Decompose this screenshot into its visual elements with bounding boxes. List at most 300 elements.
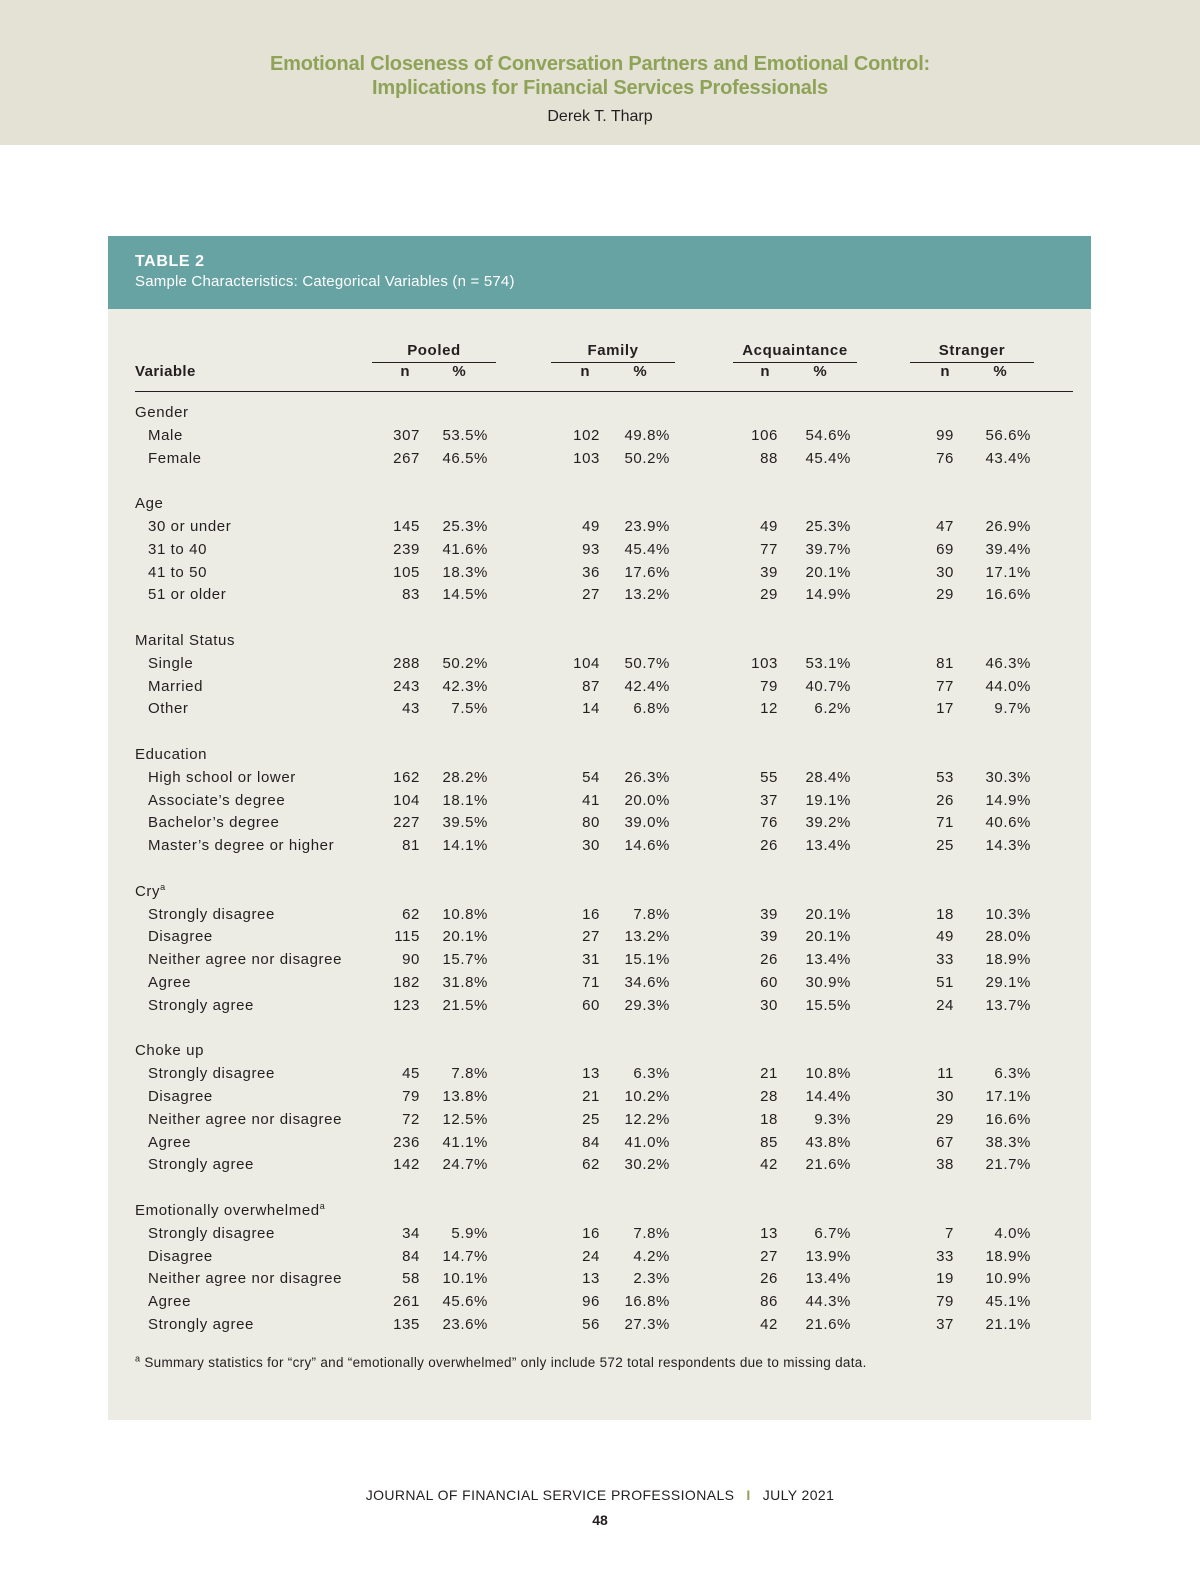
acquaintance-n-cell: 76 [760,814,778,832]
stranger-percent-cell: 29.1% [985,974,1031,991]
table-row [108,1156,1091,1178]
pooled-n-cell: 72 [402,1110,420,1128]
acquaintance-percent-cell: 15.5% [805,996,851,1014]
pooled-n-cell: 105 [393,563,420,581]
pooled-n-cell: 239 [393,540,420,558]
section-title-text: Emotionally overwhelmed [135,1202,320,1219]
table-row [108,837,1091,859]
table-footnote [135,1355,867,1370]
stranger-n-cell: 17 [936,700,954,718]
pooled-n-cell: 123 [393,996,420,1014]
stranger-percent-header: % [993,363,1007,380]
acquaintance-percent-cell: 39.2% [805,814,851,832]
pooled-n-cell: 45 [402,1065,420,1083]
stranger-percent-cell: 21.7% [985,1156,1031,1174]
acquaintance-percent-cell: 9.3% [814,1110,851,1128]
pooled-percent-header: % [452,363,466,380]
table-row [108,974,1091,996]
row-label: Neither agree nor disagree [148,1270,343,1288]
table-row [108,1134,1091,1156]
table-row [108,586,1091,608]
journal-footer [0,1487,1200,1503]
row-label: Bachelor’s degree [148,814,280,832]
acquaintance-percent-cell: 21.6% [805,1316,851,1333]
stranger-percent-cell: 18.9% [985,951,1031,969]
family-n-cell: 60 [582,996,600,1014]
stranger-percent-cell: 38.3% [985,1133,1031,1151]
pooled-n-header: n [400,363,410,380]
family-percent-cell: 29.3% [624,996,670,1014]
row-label: 31 to 40 [148,540,208,558]
row-label: Strongly agree [148,996,254,1014]
table-row [108,655,1091,677]
section-title-row [108,632,1091,654]
stranger-percent-cell: 17.1% [985,563,1031,581]
stranger-percent-cell: 10.9% [985,1270,1031,1288]
row-label: 41 to 50 [148,563,208,581]
family-percent-header: % [633,363,647,380]
family-n-cell: 41 [582,791,600,809]
row-label: Male [148,426,183,444]
header-rule [135,391,1073,392]
table-row [108,1316,1091,1338]
section-title [135,632,235,649]
family-percent-cell: 7.8% [633,1224,670,1242]
row-label: Disagree [148,928,213,946]
acquaintance-n-cell: 60 [760,974,778,991]
family-percent-cell: 7.8% [633,905,670,923]
section-title [135,1202,325,1219]
family-n-cell: 87 [582,677,600,695]
acquaintance-percent-header: % [813,363,827,380]
row-label: Agree [148,974,192,991]
author-name: Derek T. Tharp [547,108,653,125]
acquaintance-n-cell: 26 [760,837,778,855]
stranger-n-cell: 51 [936,974,954,991]
acquaintance-percent-cell: 14.9% [805,586,851,604]
group-header-pooled: Pooled [372,342,496,363]
stranger-n-cell: 33 [936,1247,954,1265]
acquaintance-n-cell: 39 [760,928,778,946]
pooled-n-cell: 58 [402,1270,420,1288]
acquaintance-percent-cell: 39.7% [805,540,851,558]
section-title-text: Education [135,746,208,763]
acquaintance-percent-cell: 21.6% [805,1156,851,1174]
row-label: Single [148,654,194,672]
family-n-cell: 16 [582,1224,600,1242]
stranger-n-cell: 71 [936,814,954,832]
acquaintance-n-cell: 13 [760,1224,778,1242]
row-label: Agree [148,1293,192,1311]
stranger-percent-cell: 30.3% [985,768,1031,786]
family-percent-cell: 27.3% [624,1316,670,1333]
pooled-percent-cell: 45.6% [442,1293,488,1311]
acquaintance-percent-cell: 45.4% [805,449,851,467]
table-panel [108,236,1091,1420]
acquaintance-n-cell: 85 [760,1133,778,1151]
family-n-cell: 13 [582,1065,600,1083]
acquaintance-percent-cell: 43.8% [805,1133,851,1151]
pooled-n-cell: 84 [402,1247,420,1265]
pooled-percent-cell: 7.5% [451,700,488,718]
family-n-cell: 21 [582,1088,600,1105]
article-title-line-2: Implications for Financial Services Professionals [372,77,828,99]
acquaintance-percent-cell: 13.4% [805,951,851,969]
row-label: High school or lower [148,768,296,786]
table-caption: Sample Characteristics: Categorical Variables (n = 574) [135,273,515,290]
family-percent-cell: 6.3% [633,1065,670,1083]
acquaintance-percent-cell: 13.4% [805,1270,851,1288]
stranger-n-cell: 29 [936,586,954,604]
pooled-percent-cell: 24.7% [442,1156,488,1174]
family-n-header: n [580,363,590,380]
stranger-n-header: n [940,363,950,380]
family-n-cell: 25 [582,1110,600,1128]
family-n-cell: 24 [582,1247,600,1265]
family-n-cell: 104 [573,654,600,672]
pooled-n-cell: 182 [393,974,420,991]
family-n-cell: 27 [582,928,600,946]
pooled-percent-cell: 42.3% [442,677,488,695]
stranger-n-cell: 33 [936,951,954,969]
stranger-n-cell: 69 [936,540,954,558]
stranger-percent-cell: 10.3% [985,905,1031,923]
stranger-percent-cell: 4.0% [994,1224,1031,1242]
stranger-percent-cell: 16.6% [985,586,1031,604]
acquaintance-percent-cell: 10.8% [805,1065,851,1083]
row-label: Neither agree nor disagree [148,951,343,969]
footnote-text: Summary statistics for “cry” and “emotionally overwhelmed” only include 572 total respondents due to missing data. [144,1355,867,1370]
table-title-bar [108,236,1091,309]
stranger-percent-cell: 46.3% [985,654,1031,672]
acquaintance-n-cell: 103 [751,654,778,672]
section-title-text: Cry [135,882,161,900]
table-row [108,541,1091,563]
table-row [108,427,1091,449]
pooled-n-cell: 43 [402,700,420,718]
stranger-n-cell: 29 [936,1110,954,1128]
acquaintance-n-cell: 86 [760,1293,778,1311]
pooled-n-cell: 267 [393,449,420,467]
pooled-percent-cell: 41.1% [442,1133,488,1151]
acquaintance-percent-cell: 13.9% [805,1247,851,1265]
family-percent-cell: 12.2% [624,1110,670,1128]
table-row [108,792,1091,814]
section-title-text: Age [135,495,164,513]
section-title [135,883,166,900]
pooled-percent-cell: 23.6% [442,1316,488,1333]
row-label: Strongly disagree [148,1224,275,1242]
acquaintance-percent-cell: 20.1% [805,928,851,946]
family-percent-cell: 17.6% [624,563,670,581]
acquaintance-n-cell: 39 [760,563,778,581]
pooled-n-cell: 307 [393,426,420,444]
section-title-text: Marital Status [135,632,236,649]
stranger-n-cell: 30 [936,1088,954,1105]
stranger-n-cell: 47 [936,518,954,535]
acquaintance-percent-cell: 6.7% [814,1224,851,1242]
group-header-acquaintance: Acquaintance [733,342,857,363]
family-percent-cell: 49.8% [624,426,670,444]
table-row [108,518,1091,540]
family-percent-cell: 4.2% [633,1247,670,1265]
page-number: 48 [592,1512,608,1528]
pooled-percent-cell: 18.1% [442,791,488,809]
family-n-cell: 102 [573,426,600,444]
table-row [108,1270,1091,1292]
pooled-percent-cell: 39.5% [442,814,488,832]
row-label: Married [148,677,204,695]
section-title-row [108,495,1091,517]
pooled-percent-cell: 15.7% [442,951,488,969]
family-percent-cell: 16.8% [624,1293,670,1311]
family-n-cell: 16 [582,905,600,923]
stranger-percent-cell: 26.9% [985,518,1031,535]
stranger-n-cell: 67 [936,1133,954,1151]
table-row [108,678,1091,700]
acquaintance-percent-cell: 44.3% [805,1293,851,1311]
family-percent-cell: 30.2% [624,1156,670,1174]
family-n-cell: 56 [582,1316,600,1333]
group-header-family: Family [551,342,675,363]
row-label: Female [148,449,202,467]
family-n-cell: 80 [582,814,600,832]
acquaintance-percent-cell: 20.1% [805,905,851,923]
stranger-n-cell: 11 [937,1065,954,1083]
acquaintance-n-cell: 26 [760,1270,778,1288]
acquaintance-percent-cell: 13.4% [805,837,851,855]
acquaintance-n-cell: 42 [760,1316,778,1333]
acquaintance-n-cell: 28 [760,1088,778,1105]
pooled-percent-cell: 13.8% [442,1088,488,1105]
pooled-percent-cell: 21.5% [442,996,488,1014]
stranger-percent-cell: 40.6% [985,814,1031,832]
stranger-percent-cell: 43.4% [985,449,1031,467]
pooled-n-cell: 145 [393,518,420,535]
article-header [0,0,1200,145]
stranger-n-cell: 37 [936,1316,954,1333]
stranger-n-cell: 25 [936,837,954,855]
acquaintance-percent-cell: 25.3% [805,518,851,535]
stranger-percent-cell: 21.1% [985,1316,1031,1333]
pooled-percent-cell: 20.1% [442,928,488,946]
pooled-n-cell: 79 [402,1088,420,1105]
pooled-n-cell: 142 [393,1156,420,1174]
family-percent-cell: 41.0% [624,1133,670,1151]
pooled-n-cell: 288 [393,654,420,672]
footnote-ref: a [160,881,166,892]
acquaintance-n-cell: 21 [760,1065,778,1083]
section-title-row [108,746,1091,768]
section-title-row [108,404,1091,426]
pooled-percent-cell: 25.3% [442,518,488,535]
family-percent-cell: 15.1% [624,951,670,969]
table-row [108,1111,1091,1133]
family-percent-cell: 39.0% [624,814,670,832]
pooled-n-cell: 90 [402,951,420,969]
table-row [108,906,1091,928]
acquaintance-n-header: n [760,363,770,380]
pooled-percent-cell: 14.5% [442,586,488,604]
row-label: Disagree [148,1247,213,1265]
variable-column-header: Variable [135,363,196,380]
stranger-percent-cell: 13.7% [985,996,1031,1014]
family-n-cell: 54 [582,768,600,786]
stranger-n-cell: 81 [936,654,954,672]
pooled-percent-cell: 28.2% [442,768,488,786]
table-row [108,564,1091,586]
family-percent-cell: 6.8% [633,700,670,718]
row-label: Agree [148,1133,192,1151]
pooled-n-cell: 83 [402,586,420,604]
acquaintance-percent-cell: 40.7% [805,677,851,695]
stranger-percent-cell: 6.3% [994,1065,1031,1083]
issue-date: JULY 2021 [762,1487,835,1503]
stranger-percent-cell: 16.6% [985,1110,1031,1128]
pooled-percent-cell: 18.3% [442,563,488,581]
family-percent-cell: 14.6% [624,837,670,855]
acquaintance-n-cell: 30 [760,996,778,1014]
family-percent-cell: 50.2% [624,449,670,467]
family-percent-cell: 45.4% [624,540,670,558]
stranger-percent-cell: 28.0% [985,928,1031,946]
family-percent-cell: 13.2% [624,928,670,946]
family-percent-cell: 50.7% [624,654,670,672]
pooled-percent-cell: 14.7% [442,1247,488,1265]
family-percent-cell: 20.0% [624,791,670,809]
acquaintance-percent-cell: 28.4% [805,768,851,786]
stranger-percent-cell: 18.9% [985,1247,1031,1265]
acquaintance-percent-cell: 30.9% [805,974,851,991]
acquaintance-n-cell: 12 [760,700,778,718]
pooled-n-cell: 261 [393,1293,420,1311]
table-row [108,814,1091,836]
acquaintance-n-cell: 42 [760,1156,778,1174]
footnote-ref: a [319,1201,326,1211]
stranger-percent-cell: 17.1% [985,1088,1031,1105]
section-title-row [108,1042,1091,1064]
stranger-n-cell: 38 [936,1156,954,1174]
stranger-n-cell: 26 [936,791,954,809]
pooled-n-cell: 227 [393,814,420,832]
stranger-percent-cell: 56.6% [985,426,1031,444]
family-n-cell: 62 [582,1156,600,1174]
acquaintance-n-cell: 49 [760,518,778,535]
family-n-cell: 71 [582,974,600,991]
pooled-percent-cell: 50.2% [442,654,488,672]
row-label: Disagree [148,1088,213,1105]
pooled-n-cell: 135 [393,1316,420,1333]
row-label: Strongly disagree [148,905,275,923]
pooled-n-cell: 104 [393,791,420,809]
family-percent-cell: 34.6% [624,974,670,991]
stranger-n-cell: 79 [936,1293,954,1311]
stranger-n-cell: 99 [936,426,954,444]
acquaintance-n-cell: 39 [760,905,778,923]
footer-separator: I [746,1487,751,1503]
pooled-n-cell: 115 [394,928,420,946]
pooled-percent-cell: 14.1% [442,837,488,855]
acquaintance-n-cell: 18 [760,1110,778,1128]
row-label: Other [148,700,189,718]
row-label: 51 or older [148,586,227,604]
acquaintance-n-cell: 55 [760,768,778,786]
journal-name: JOURNAL OF FINANCIAL SERVICE PROFESSIONALS [365,1487,735,1503]
acquaintance-n-cell: 26 [760,951,778,969]
stranger-n-cell: 53 [936,768,954,786]
table-row [108,1248,1091,1270]
family-percent-cell: 2.3% [633,1270,670,1288]
family-percent-cell: 23.9% [624,518,670,535]
family-n-cell: 13 [582,1270,600,1288]
pooled-n-cell: 81 [402,837,420,855]
table-row [108,1225,1091,1247]
acquaintance-percent-cell: 20.1% [805,563,851,581]
table-row [108,769,1091,791]
row-label: Neither agree nor disagree [148,1110,343,1128]
pooled-n-cell: 236 [393,1133,420,1151]
family-n-cell: 30 [582,837,600,855]
acquaintance-n-cell: 106 [751,426,778,444]
group-header-stranger: Stranger [910,342,1034,363]
acquaintance-percent-cell: 53.1% [805,654,851,672]
family-percent-cell: 42.4% [624,677,670,695]
pooled-percent-cell: 46.5% [442,449,488,467]
family-percent-cell: 10.2% [624,1088,670,1105]
table-row [108,1065,1091,1087]
footnote-marker: a [135,1353,141,1364]
pooled-percent-cell: 10.8% [442,905,488,923]
pooled-n-cell: 62 [402,905,420,923]
section-title-row [108,1202,1091,1224]
pooled-n-cell: 34 [402,1224,420,1242]
row-label: Strongly agree [148,1156,254,1174]
family-n-cell: 49 [582,518,600,535]
acquaintance-n-cell: 27 [760,1247,778,1265]
acquaintance-n-cell: 79 [760,677,778,695]
pooled-percent-cell: 10.1% [442,1270,488,1288]
pooled-n-cell: 243 [393,677,420,695]
table-row [108,951,1091,973]
stranger-percent-cell: 45.1% [985,1293,1031,1311]
table-row [108,997,1091,1019]
family-n-cell: 96 [582,1293,600,1311]
family-n-cell: 103 [573,449,600,467]
acquaintance-percent-cell: 19.1% [805,791,851,809]
family-n-cell: 84 [582,1133,600,1151]
acquaintance-n-cell: 77 [760,540,778,558]
row-label: Strongly agree [148,1316,254,1333]
family-n-cell: 93 [582,540,600,558]
family-n-cell: 27 [582,586,600,604]
section-title [135,495,164,512]
stranger-n-cell: 24 [936,996,954,1014]
stranger-n-cell: 7 [945,1224,954,1242]
family-percent-cell: 26.3% [624,768,670,786]
table-row [108,928,1091,950]
stranger-n-cell: 19 [936,1270,954,1288]
stranger-n-cell: 30 [936,563,954,581]
family-n-cell: 14 [582,700,600,718]
section-title [135,1042,204,1059]
table-row [108,1293,1091,1315]
stranger-percent-cell: 39.4% [985,540,1031,558]
stranger-percent-cell: 14.9% [985,791,1031,809]
table-row [108,700,1091,722]
pooled-percent-cell: 12.5% [442,1110,488,1128]
pooled-n-cell: 162 [393,768,420,786]
family-percent-cell: 13.2% [624,586,670,604]
